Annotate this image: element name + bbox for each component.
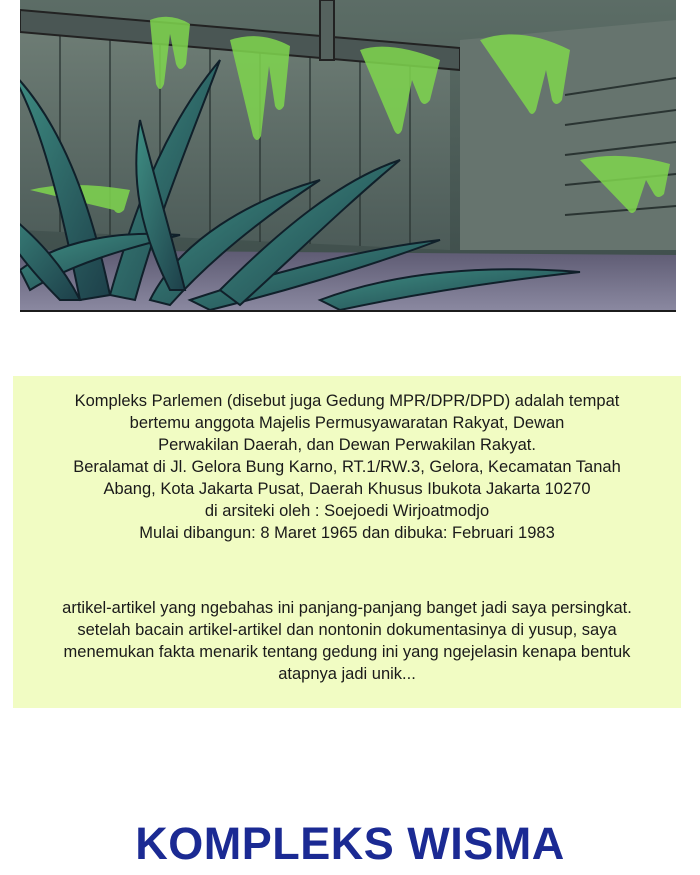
overgrown-ruins-illustration <box>20 0 676 310</box>
summary-paragraph <box>13 597 681 685</box>
section-heading: KOMPLEKS WISMA <box>135 818 565 869</box>
intro-paragraph <box>13 390 681 544</box>
text-line: setelah bacain artikel-artikel dan nontonin dokumentasinya di yusup, saya <box>77 621 617 639</box>
text-line: menemukan fakta menarik tentang gedung ini yang ngejelasin kenapa bentuk <box>63 643 631 661</box>
text-line: atapnya jadi unik... <box>278 665 416 683</box>
text-line: Perwakilan Daerah, dan Dewan Perwakilan Rakyat. <box>158 436 536 454</box>
text-line: Kompleks Parlemen (disebut juga Gedung MPR/DPR/DPD) adalah tempat <box>74 392 620 410</box>
info-note <box>13 376 681 708</box>
text-line: di arsiteki oleh : Soejoedi Wirjoatmodjo <box>204 502 490 520</box>
text-line: Abang, Kota Jakarta Pusat, Daerah Khusus Ibukota Jakarta 10270 <box>103 480 591 498</box>
text-line: artikel-artikel yang ngebahas ini panjang-panjang banget jadi saya persingkat. <box>62 599 632 617</box>
text-line: Beralamat di Jl. Gelora Bung Karno, RT.1/RW.3, Gelora, Kecamatan Tanah <box>73 458 621 476</box>
comic-panel <box>20 0 676 312</box>
text-line: Mulai dibangun: 8 Maret 1965 dan dibuka: Februari 1983 <box>139 524 555 542</box>
text-line: bertemu anggota Majelis Permusyawaratan Rakyat, Dewan <box>129 414 565 432</box>
